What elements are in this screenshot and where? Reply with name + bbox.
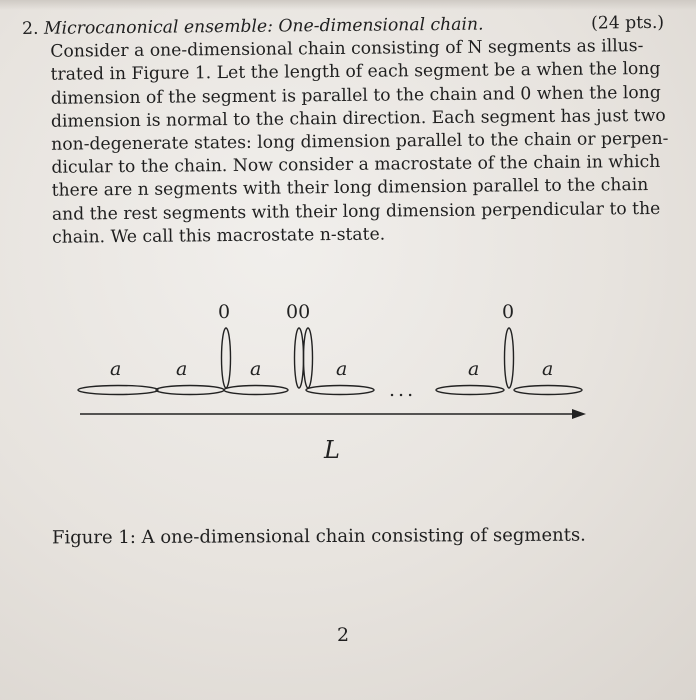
problem-line-2: trated in Figure 1. Let the length of each segment be a when the long [50,59,661,86]
segment-horizontal-4 [306,386,374,395]
ellipsis-label: ... [389,379,417,401]
segment-vertical-2 [295,328,304,388]
segment-label-4: a [336,358,348,380]
zero-label-3: 0 [502,301,515,323]
problem-line-6: dicular to the chain. Now consider a macrostate of the chain in which [51,152,661,178]
problem-line-7: there are n segments with their long dimension parallel to the chain [51,175,649,202]
figure-caption: Figure 1: A one-dimensional chain consisting of segments. [51,524,586,549]
segment-label-2: a [176,358,188,380]
segment-label-6: a [542,358,554,380]
problem-line-3: dimension of the segment is parallel to the chain and 0 when the long [50,82,661,109]
zero-label-2: 00 [286,301,311,323]
segment-horizontal-6 [514,386,582,395]
segment-horizontal-5 [436,386,504,395]
problem-line-4: dimension is normal to the chain direction. Each segment has just two [50,105,666,132]
problem-points: (24 pts.) [591,12,665,34]
problem-title: Microcanonical ensemble: One-dimensional chain. [43,14,484,39]
problem-line-9: chain. We call this macrostate n-state. [52,224,386,248]
problem-line-8: and the rest segments with their long dimension perpendicular to the [51,198,661,225]
length-label: L [324,436,340,464]
problem-line-5: non-degenerate states: long dimension parallel to the chain or perpen- [51,128,669,155]
segment-vertical-3 [304,328,313,388]
page-number: 2 [337,624,350,646]
problem-line-1: Consider a one-dimensional chain consisting of N segments as illus- [50,36,644,62]
segment-horizontal-2 [156,386,224,395]
segment-label-3: a [250,358,262,380]
segment-label-1: a [110,358,122,380]
zero-label-1: 0 [218,301,231,323]
segment-horizontal-3 [224,386,288,395]
segment-vertical-1 [222,328,231,388]
segment-vertical-4 [505,328,514,388]
arrow-head-icon [572,409,586,419]
segment-horizontal-1 [78,386,158,395]
problem-number: 2. [22,18,39,39]
segment-label-5: a [468,358,480,380]
